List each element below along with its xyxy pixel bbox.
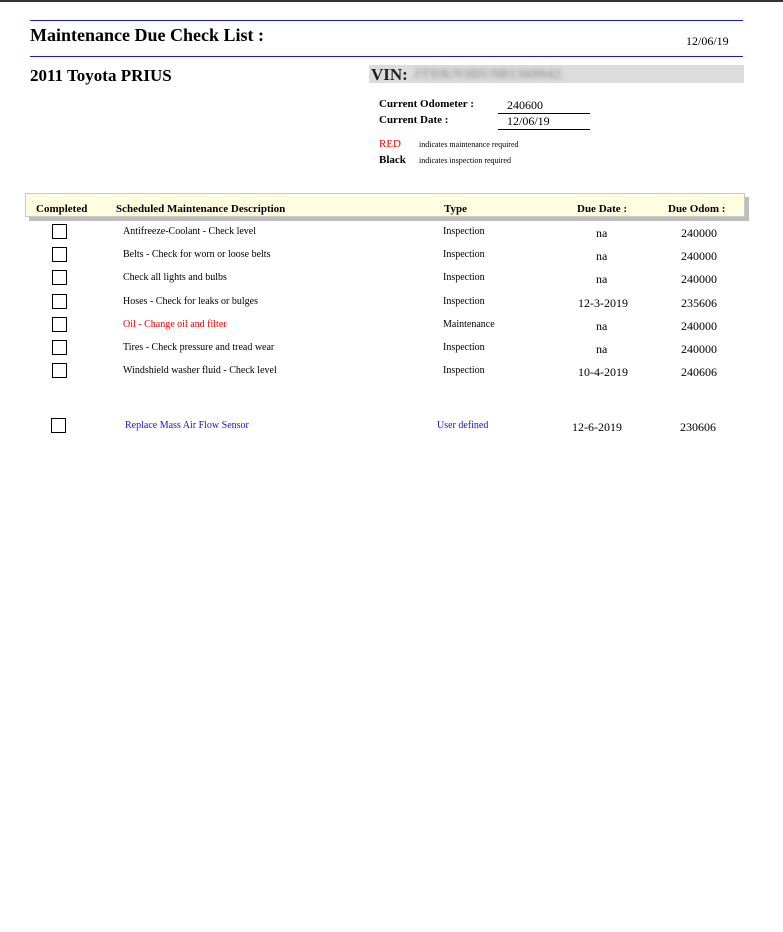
row-description: Hoses - Check for leaks or bulges <box>123 296 258 307</box>
row-type: Inspection <box>443 226 485 237</box>
header-rule-bottom <box>30 56 743 57</box>
row-type: Inspection <box>443 249 485 260</box>
user-defined-row <box>0 420 783 440</box>
completed-checkbox[interactable] <box>52 270 67 285</box>
row-description: Oil - Change oil and filter <box>123 319 227 330</box>
date-underline <box>498 129 590 130</box>
vin-label: VIN: <box>371 65 408 84</box>
row-due-date: 12-3-2019 <box>578 296 628 310</box>
table-row <box>0 226 783 246</box>
row-due-date: na <box>596 249 608 263</box>
page-title: Maintenance Due Check List : <box>30 25 264 45</box>
row-description: Belts - Check for worn or loose belts <box>123 249 271 260</box>
column-due-odom: Due Odom : <box>668 203 726 215</box>
row-type: User defined <box>437 420 489 431</box>
row-due-odom: 230606 <box>680 420 716 434</box>
row-type: Inspection <box>443 365 485 376</box>
row-type: Inspection <box>443 296 485 307</box>
legend-red-label: RED <box>379 138 401 150</box>
table-row <box>0 342 783 362</box>
row-due-odom: 235606 <box>681 296 717 310</box>
completed-checkbox[interactable] <box>52 317 67 332</box>
row-due-date: na <box>596 319 608 333</box>
table-row <box>0 249 783 269</box>
row-due-odom: 240000 <box>681 226 717 240</box>
vin-bar <box>369 65 744 83</box>
completed-checkbox[interactable] <box>52 340 67 355</box>
row-due-date: na <box>596 226 608 240</box>
window-top-border <box>0 0 783 2</box>
table-row <box>0 272 783 292</box>
row-due-odom: 240000 <box>681 249 717 263</box>
row-type: Inspection <box>443 342 485 353</box>
row-due-odom: 240000 <box>681 342 717 356</box>
column-description: Scheduled Maintenance Description <box>116 203 286 215</box>
row-description: Antifreeze-Coolant - Check level <box>123 226 256 237</box>
row-type: Maintenance <box>443 319 495 330</box>
column-type: Type <box>444 203 468 215</box>
row-description: Tires - Check pressure and tread wear <box>123 342 275 353</box>
column-due-date: Due Date : <box>577 203 628 215</box>
table-row <box>0 319 783 339</box>
table-row <box>0 296 783 316</box>
table-header <box>25 193 745 217</box>
legend-red-text: indicates maintenance required <box>419 140 519 149</box>
current-date-value: 12/06/19 <box>507 114 550 128</box>
current-odometer-value: 240600 <box>507 98 543 112</box>
completed-checkbox[interactable] <box>52 363 67 378</box>
completed-checkbox[interactable] <box>52 247 67 262</box>
row-type: Inspection <box>443 272 485 283</box>
completed-checkbox[interactable] <box>52 294 67 309</box>
row-due-date: na <box>596 272 608 286</box>
legend-black-label: Black <box>379 154 406 166</box>
print-date: 12/06/19 <box>686 34 729 48</box>
row-due-odom: 240000 <box>681 272 717 286</box>
row-due-date: 12-6-2019 <box>572 420 622 434</box>
row-due-date: 10-4-2019 <box>578 365 628 379</box>
header-rule-top <box>30 20 743 21</box>
row-description: Windshield washer fluid - Check level <box>123 365 277 376</box>
row-due-odom: 240606 <box>681 365 717 379</box>
completed-checkbox[interactable] <box>52 224 67 239</box>
column-completed: Completed <box>36 203 88 215</box>
current-date-label: Current Date : <box>379 114 449 126</box>
vin-value: JTDKN3DU9B1369942 <box>413 67 562 82</box>
vehicle-name: 2011 Toyota PRIUS <box>30 66 172 85</box>
table-row <box>0 365 783 385</box>
row-description: Check all lights and bulbs <box>123 272 227 283</box>
row-description: Replace Mass Air Flow Sensor <box>125 420 249 431</box>
completed-checkbox[interactable] <box>51 418 66 433</box>
row-due-odom: 240000 <box>681 319 717 333</box>
current-odometer-label: Current Odometer : <box>379 98 474 110</box>
row-due-date: na <box>596 342 608 356</box>
legend-black-text: indicates inspection required <box>419 156 511 165</box>
